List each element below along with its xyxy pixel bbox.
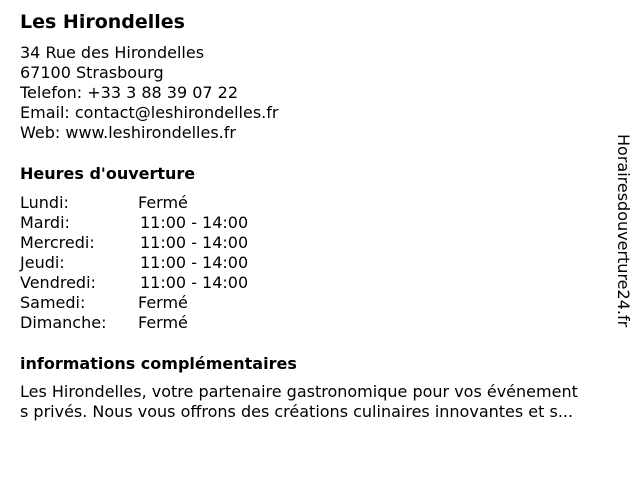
additional-info-text	[20, 382, 628, 422]
watermark-text: Horairesdouverture24.fr	[614, 134, 633, 328]
day-hours: 11:00 - 14:00	[140, 253, 249, 272]
day-label: Mardi:	[20, 213, 70, 232]
info-line-2: s privés. Nous vous offrons des créations culinaires innovantes et s...	[20, 402, 574, 421]
day-hours: 11:00 - 14:00	[140, 273, 249, 292]
day-hours: Fermé	[138, 313, 188, 332]
day-label: Jeudi:	[20, 253, 65, 272]
phone-number[interactable]: Telefon: +33 3 88 39 07 22	[20, 83, 239, 102]
city-postcode: 67100 Strasbourg	[20, 63, 164, 82]
street-address: 34 Rue des Hirondelles	[20, 43, 205, 62]
contact-block	[20, 43, 278, 143]
site-watermark	[612, 134, 634, 344]
opening-hours-heading: Heures d'ouverture	[20, 164, 196, 183]
email-address[interactable]: Email: contact@leshirondelles.fr	[20, 103, 279, 122]
info-line-1: Les Hirondelles, votre partenaire gastronomique pour vos événement	[20, 382, 578, 401]
business-name: Les Hirondelles	[20, 11, 185, 33]
day-label: Vendredi:	[20, 273, 96, 292]
day-label: Samedi:	[20, 293, 86, 312]
day-hours: Fermé	[138, 293, 188, 312]
day-hours: 11:00 - 14:00	[140, 233, 249, 252]
day-label: Dimanche:	[20, 313, 107, 332]
day-hours: Fermé	[138, 193, 188, 212]
day-hours: 11:00 - 14:00	[140, 213, 249, 232]
website-url[interactable]: Web: www.leshirondelles.fr	[20, 123, 236, 142]
additional-info-heading: informations complémentaires	[20, 354, 297, 373]
day-label: Mercredi:	[20, 233, 95, 252]
day-label: Lundi:	[20, 193, 69, 212]
